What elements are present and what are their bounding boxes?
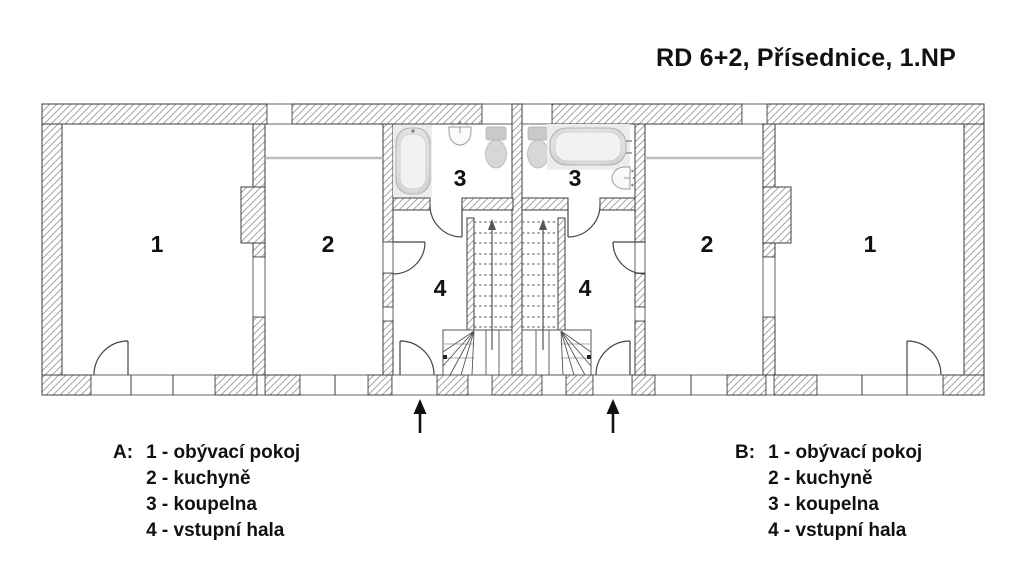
- legend-b: [735, 440, 922, 544]
- bathroom-a-fixtures: [393, 121, 507, 197]
- stair-a-stringer: [467, 218, 474, 330]
- wall-bath-b: [522, 198, 568, 210]
- window-kitchen-a: [300, 375, 368, 395]
- legend-b-item-4: 4 - vstupní hala: [768, 520, 907, 541]
- top-wall-gap: [522, 104, 552, 124]
- door-swing-living-b: [907, 341, 941, 375]
- top-wall-gap: [482, 104, 512, 124]
- door-swing-entrance-b: [596, 341, 630, 375]
- niche-b: [635, 307, 645, 321]
- stair-a-treads: [474, 222, 512, 327]
- wall-hall-2b: [635, 321, 645, 375]
- washbasin-a-icon: [449, 121, 471, 145]
- wall-junction-gap: [257, 375, 265, 395]
- window-living-a: [91, 375, 215, 395]
- washbasin-b-icon: [612, 167, 635, 189]
- wall-bottom-seg: [727, 375, 766, 395]
- door-swing-kitchen-a: [393, 242, 425, 274]
- wall-top-2: [292, 104, 482, 124]
- legend-a-item-3: 3 - koupelna: [146, 494, 257, 515]
- entrance-door-b: [593, 375, 632, 395]
- door-swing-living-a: [94, 341, 128, 375]
- stair-a-newel: [443, 355, 447, 359]
- legend-a-item-2: 2 - kuchyně: [146, 468, 251, 489]
- door-swing-bath-a: [430, 205, 462, 237]
- wall-2a-hall: [383, 124, 393, 242]
- legend-a-label: A:: [113, 442, 134, 463]
- legend-a: [113, 440, 300, 544]
- top-wall-gap: [267, 104, 292, 124]
- legend-b-items: [768, 440, 922, 544]
- wall-bottom-seg: [943, 375, 984, 395]
- small-window-a: [468, 375, 492, 395]
- wall-top-3: [552, 104, 742, 124]
- wall-bottom-seg: [42, 375, 91, 395]
- stair-a-winder: [443, 330, 512, 375]
- room-label-bath-a: 3: [453, 165, 467, 191]
- entrance-arrow-b-icon: [607, 399, 620, 433]
- page-title: RD 6+2, Přísednice, 1.NP: [655, 44, 957, 72]
- wall-bottom-seg: [774, 375, 817, 395]
- wall-bottom-seg: [437, 375, 468, 395]
- wall-bottom-seg: [566, 375, 593, 395]
- wall-bottom-seg: [265, 375, 300, 395]
- wall-hall-2b: [635, 273, 645, 307]
- bathtub-b-inner: [555, 132, 621, 161]
- top-wall-gap: [742, 104, 767, 124]
- room-label-hall-b: 4: [578, 275, 592, 301]
- niche-a: [383, 307, 393, 321]
- room-label-living-a: 1: [150, 231, 164, 257]
- wall-left: [42, 104, 62, 395]
- legend-b-item-1: 1 - obývací pokoj: [768, 442, 923, 463]
- entrance-arrow-a-icon: [414, 399, 427, 433]
- door-swing-bath-b: [568, 205, 600, 237]
- wall-junction-gap: [766, 375, 774, 395]
- legend-a-item-1: 1 - obývací pokoj: [146, 442, 301, 463]
- stair-b-winder: [522, 330, 591, 375]
- stair-b-treads: [522, 222, 558, 327]
- small-window-b: [542, 375, 566, 395]
- bathtub-a-inner: [400, 134, 426, 189]
- door-opening-2a: [383, 242, 393, 273]
- staircase-a: [443, 218, 512, 375]
- door-opening-2b: [635, 242, 645, 273]
- wall-top-1: [42, 104, 267, 124]
- room-label-hall-a: 4: [433, 275, 447, 301]
- stair-b-stringer: [558, 218, 565, 330]
- chimney-b: [763, 187, 791, 243]
- door-swing-entrance-a: [400, 341, 434, 375]
- stair-b-newel: [587, 355, 591, 359]
- room-label-kitchen-b: 2: [700, 231, 714, 257]
- legend-a-items: [146, 440, 300, 544]
- wall-bath-a: [462, 198, 513, 210]
- opening-2b-1b: [763, 257, 775, 317]
- legend-a-item-4: 4 - vstupní hala: [146, 520, 285, 541]
- window-living-b: [817, 375, 943, 395]
- toilet-b-icon: [528, 127, 549, 168]
- wall-right: [964, 104, 984, 395]
- chimney-a: [241, 187, 265, 243]
- bathtub-a-tap: [411, 129, 415, 133]
- room-label-kitchen-a: 2: [321, 231, 335, 257]
- wall-bottom-seg: [215, 375, 257, 395]
- toilet-a-icon: [486, 127, 507, 168]
- opening-1a-2a: [253, 257, 265, 317]
- wall-2a-hall: [383, 321, 393, 375]
- legend-b-label: B:: [735, 442, 756, 463]
- party-wall: [512, 104, 522, 375]
- wall-top-4: [767, 104, 984, 124]
- legend-b-item-3: 3 - koupelna: [768, 494, 879, 515]
- legend-b-item-2: 2 - kuchyně: [768, 468, 873, 489]
- room-label-living-b: 1: [863, 231, 877, 257]
- wall-1a-2a: [253, 317, 265, 375]
- wall-bottom-seg: [492, 375, 542, 395]
- entrance-door-a: [392, 375, 437, 395]
- wall-2b-1b: [763, 317, 775, 375]
- wall-bath-a: [393, 198, 430, 210]
- wall-bottom-seg: [368, 375, 392, 395]
- wall-bottom-seg: [632, 375, 655, 395]
- room-label-bath-b: 3: [568, 165, 582, 191]
- wall-hall-2b: [635, 124, 645, 242]
- wall-bath-b: [600, 198, 635, 210]
- wall-2a-hall: [383, 273, 393, 307]
